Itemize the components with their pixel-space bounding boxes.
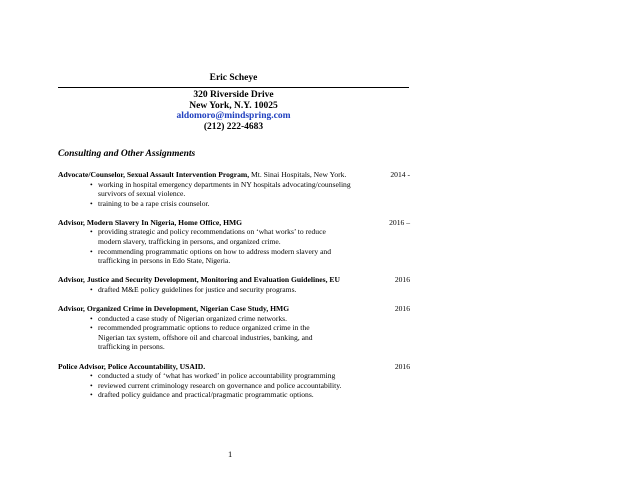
bullet-text: providing strategic and policy recommendations on ‘what works’ to reduce [98,227,326,237]
page-number: 1 [228,449,233,459]
assignment-entry [58,275,410,294]
bullet-text: reviewed current criminology research on governance and police accountability. [98,380,342,390]
bullet-text: conducted a study of ‘what has worked’ in police accountability programming [98,371,336,381]
entry-heading [58,275,410,285]
entry-bullets [58,314,410,352]
entry-year: 2016 [394,304,410,314]
entry-bullets [58,371,410,400]
section-title: Consulting and Other Assignments [58,149,196,159]
entry-organization: Mt. Sinai Hospitals, New York. [249,170,347,179]
address-line-2: New York, N.Y. 10025 [189,100,278,111]
header-rule [58,87,409,88]
bullet-item [58,390,410,400]
entry-bullets [58,227,410,265]
entry-heading [58,362,410,372]
bullet-item [58,227,410,246]
bullet-item [58,323,410,352]
bullet-text: recommending programmatic options on how to address modern slavery and [98,246,332,256]
bullet-text: drafted policy guidance and practical/pragmatic programmatic options. [98,390,314,400]
assignments-list [58,170,410,400]
entry-bullets [58,180,410,209]
entry-year: 2016 – [389,217,410,227]
bullet-text: modern slavery, trafficking in persons, and organized crime. [98,237,281,247]
author-name: Eric Scheye [209,73,258,83]
bullet-text: trafficking in persons in Edo State, Nigeria. [98,256,231,266]
entry-heading [58,304,410,314]
bullet-text: conducted a case study of Nigerian organized crime networks. [98,313,288,323]
entry-year: 2014 - [390,170,410,179]
bullet-item [58,371,410,381]
phone-number: (212) 222-4683 [203,121,264,132]
entry-heading [58,218,410,228]
email-link[interactable]: aldomoro@mindspring.com [176,111,291,121]
address-line-1: 320 Riverside Drive [193,90,274,100]
bullet-text: working in hospital emergency departments in NY hospitals advocating/counseling [98,179,351,189]
bullet-item [58,199,410,209]
entry-bullets [58,285,410,295]
bullet-text: survivors of sexual violence. [98,189,186,199]
bullet-text: drafted M&E policy guidelines for justice and security programs. [98,284,297,294]
resume-header [58,73,409,132]
entry-year: 2016 [394,275,410,285]
bullet-text: trafficking in persons. [98,342,165,352]
assignment-entry [58,362,410,400]
bullet-item [58,285,410,295]
bullet-item [58,314,410,324]
entry-year: 2016 [394,361,410,371]
bullet-text: recommended programmatic options to reduce organized crime in the [98,323,310,333]
bullet-text: Nigerian tax system, offshore oil and charcoal industries, banking, and [98,332,313,342]
entry-title: Advisor, Organized Crime in Development, Nigerian Case Study, HMG [58,304,290,314]
entry-title: Advocate/Counselor, Sexual Assault Intervention Program, [58,170,250,179]
assignment-entry [58,304,410,352]
bullet-item [58,381,410,391]
assignment-entry [58,218,410,266]
bullet-text: training to be a rape crisis counselor. [98,198,210,208]
entry-title: Advisor, Justice and Security Development, Monitoring and Evaluation Guidelines, EU [58,275,340,285]
assignment-entry [58,170,410,208]
entry-heading [58,170,410,180]
entry-title: Police Advisor, Police Accountability, USAID. [58,361,206,371]
bullet-item [58,180,410,199]
entry-title: Advisor, Modern Slavery In Nigeria, Home Office, HMG [58,217,243,227]
bullet-item [58,247,410,266]
